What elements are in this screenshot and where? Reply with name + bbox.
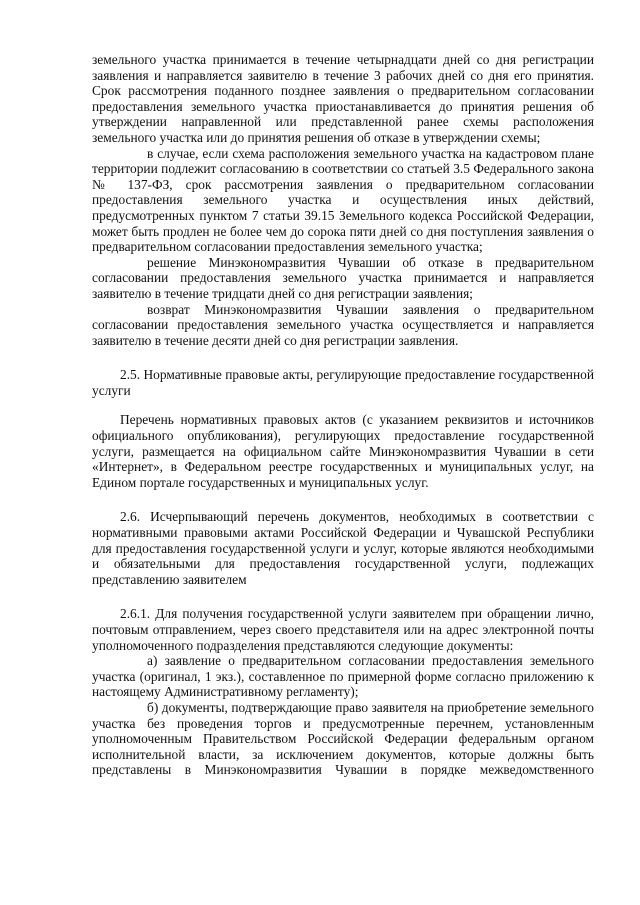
paragraph-refusal-decision: решение Минэкономразвития Чувашии об отказе в предварительном согласовании предоставления земельного участка принимается и направляется заявителю в течение тридцати дней со дня регистрации заявления; — [92, 254, 594, 301]
section-heading-2-5: 2.5. Нормативные правовые акты, регулирующие предоставление государственной услуги — [92, 367, 594, 398]
paragraph-normative-acts-list: Перечень нормативных правовых актов (с указанием реквизитов и источников официального опубликования), регулирующих предоставление государственной услуги, размещается на официальном сайте Минэкономразвития Чувашии в сети «Интернет», в Федеральном реестре государственных и муниципальных услуг, на Едином портале государственных и муниципальных услуг. — [92, 412, 594, 490]
spacer — [92, 587, 594, 606]
list-item-b: б) документы, подтверждающие право заявителя на приобретение земельного участка без проведения торгов и предусмотренные перечнем, установленным уполномоченным Правительством Российской Федерации федеральным органом исполнительной власти, за исключением документов, которые должны быть представлены в Минэкономразвития Чувашии в порядке межведомственного — [92, 699, 594, 778]
spacer — [92, 348, 594, 367]
spacer — [92, 398, 594, 412]
document-page — [92, 52, 594, 778]
list-item-a: а) заявление о предварительном согласовании предоставления земельного участка (оригинал, 1 экз.), составленное по примерной форме согласно приложению к настоящему Административному регламенту); — [92, 653, 594, 700]
section-heading-2-6-1: 2.6.1. Для получения государственной услуги заявителем при обращении лично, почтовым отправлением, через своего представителя или на адрес электронной почты уполномоченного подразделения представляются следующие документы: — [92, 606, 594, 653]
spacer — [92, 490, 594, 509]
paragraph-extension-case: в случае, если схема расположения земельного участка на кадастровом плане территории подлежит согласованию в соответствии со статьей 3.5 Федерального закона № 137-ФЗ, срок рассмотрения заявления о предварительном согласовании предоставления земельного участка и осуществления иных действий, предусмотренных пунктом 7 статьи 39.15 Земельного кодекса Российской Федерации, может быть продлен не более чем до сорока пяти дней со дня поступления заявления о предварительном согласовании предоставления земельного участка; — [92, 145, 594, 255]
section-heading-2-6: 2.6. Исчерпывающий перечень документов, необходимых в соответствии с нормативными правовыми актами Российской Федерации и Чувашской Республики для предоставления государственной услуги и услуг, которые являются необходимыми и обязательными для предоставления государственной услуги, подлежащих представлению заявителем — [92, 509, 594, 587]
paragraph-return-application: возврат Минэкономразвития Чувашии заявления о предварительном согласовании предоставления земельного участка осуществляется и направляется заявителю в течение десяти дней со дня регистрации заявления. — [92, 301, 594, 348]
paragraph-deadline-continuation: земельного участка принимается в течение четырнадцати дней со дня регистрации заявления и направляется заявителю в течение 3 рабочих дней со дня его принятия. Срок рассмотрения поданного позднее заявления о предварительном согласовании предоставления земельного участка приостанавливается до принятия решения об утверждении направленной или представленной ранее схемы расположения земельного участка или до принятия решения об отказе в утверждении схемы; — [92, 52, 594, 145]
